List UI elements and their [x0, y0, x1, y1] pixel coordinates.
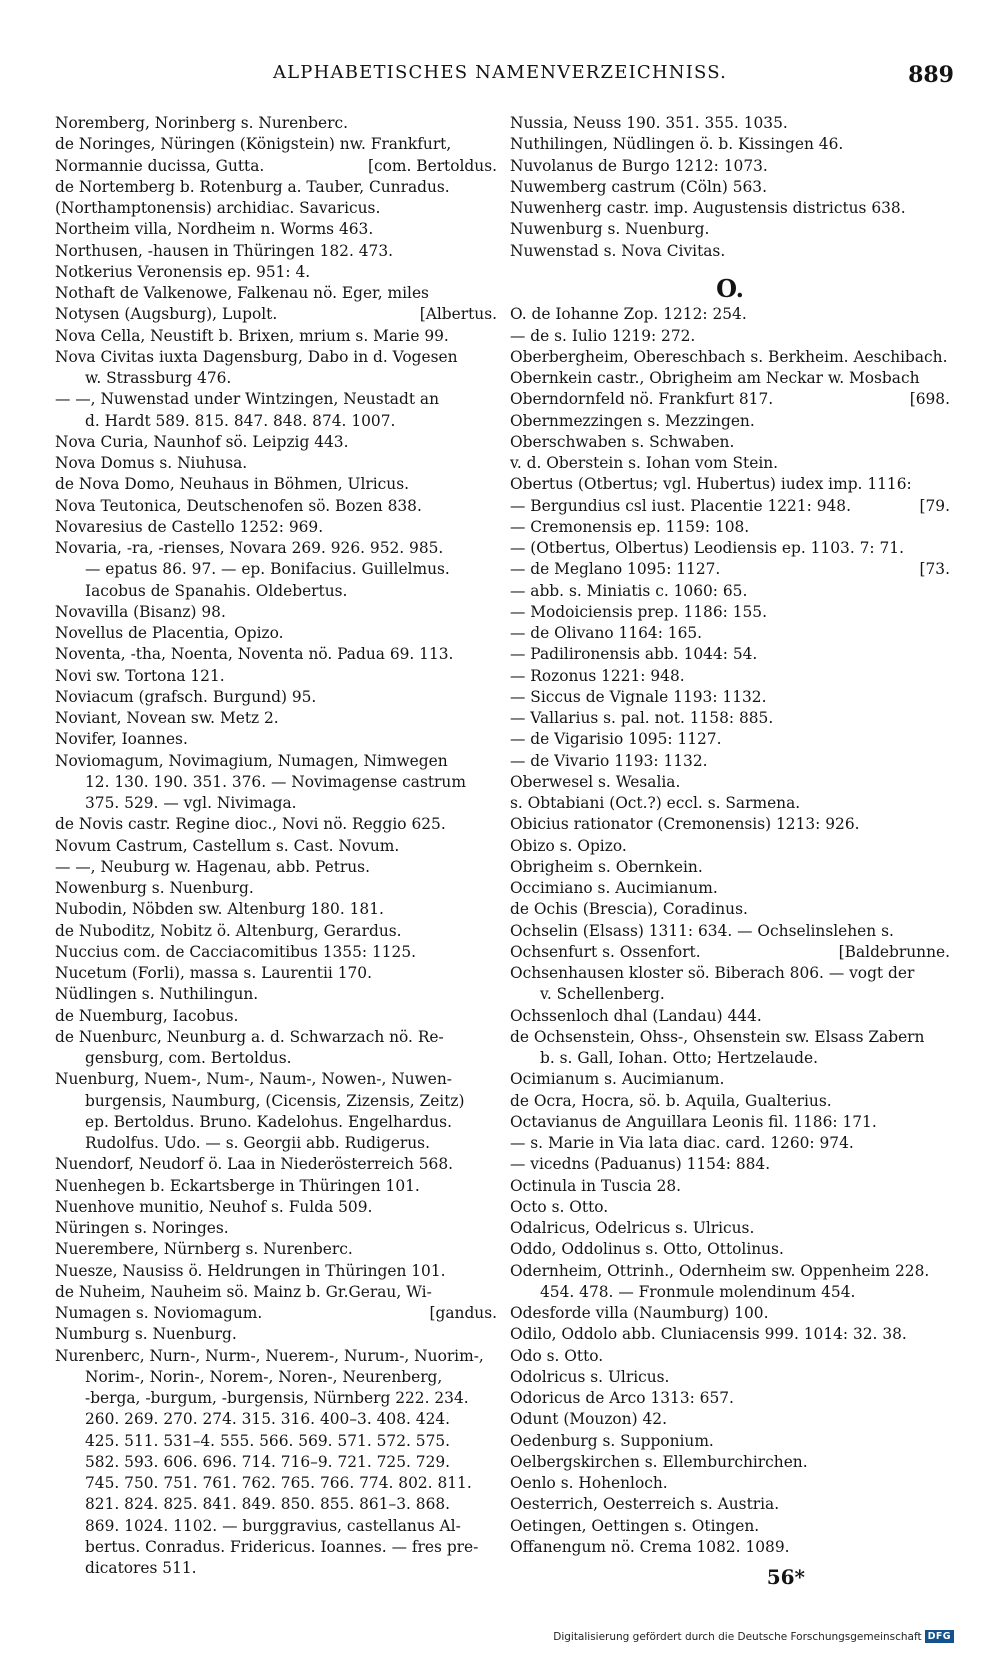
- index-column-left: [55, 113, 497, 1579]
- entry-text: de Ocra, Hocra, sö. b. Aquila, Gualterius.: [510, 1091, 832, 1110]
- index-entry-line: [510, 1409, 950, 1430]
- entry-text: Nüdlingen s. Nuthilingun.: [55, 985, 259, 1004]
- index-entry-line: [55, 602, 497, 623]
- entry-text: de Ochsenstein, Ohss-, Ohsenstein sw. Elsass Zabern: [510, 1027, 925, 1046]
- index-entry-line: [510, 1452, 950, 1473]
- entry-text: Noviant, Novean sw. Metz 2.: [55, 709, 279, 727]
- entry-text: Odoricus de Arco 1313: 657.: [510, 1389, 734, 1407]
- entry-text: Oenlo s. Hohenloch.: [510, 1474, 668, 1492]
- entry-text: Occimiano s. Aucimianum.: [510, 879, 718, 897]
- index-entry-line: [510, 1197, 950, 1218]
- entry-text: — de Vigarisio 1095: 1127.: [510, 730, 722, 749]
- index-entry-line: [510, 241, 950, 262]
- entry-text: Oddo, Oddolinus s. Otto, Ottolinus.: [510, 1240, 784, 1259]
- entry-text: — s. Marie in Via lata diac. card. 1260: 974.: [510, 1134, 854, 1152]
- entry-text: — abb. s. Miniatis c. 1060: 65.: [510, 581, 748, 600]
- entry-text: Nuwenherg castr. imp. Augustensis districtus 638.: [510, 199, 906, 217]
- index-entry-line: [510, 666, 950, 687]
- dfg-logo: DFG: [925, 1630, 954, 1643]
- entry-text: Octo s. Otto.: [510, 1197, 609, 1216]
- index-entry-line: [510, 1388, 950, 1409]
- index-entry-line: [510, 878, 950, 899]
- index-entry-line: [55, 304, 497, 325]
- entry-text: Obicius rationator (Cremonensis) 1213: 926.: [510, 815, 860, 834]
- index-entry-line: [55, 241, 497, 262]
- index-entry-line: [55, 347, 497, 368]
- index-entry-line: [55, 708, 497, 729]
- index-entry-line: [510, 1048, 950, 1069]
- entry-text: Nucetum (Forli), massa s. Laurentii 170.: [55, 964, 372, 982]
- entry-text: Novavilla (Bisanz) 98.: [55, 602, 226, 621]
- index-entry-line: [55, 1133, 497, 1154]
- index-entry-line: [510, 1112, 950, 1133]
- entry-text: (Northamptonensis) archidiac. Savaricus.: [55, 199, 381, 217]
- entry-text: O. de Iohanne Zop. 1212: 254.: [510, 305, 747, 324]
- index-entry-line: [55, 1027, 497, 1048]
- entry-text: Northeim villa, Nordheim n. Worms 463.: [55, 220, 374, 239]
- entry-text: Obernmezzingen s. Mezzingen.: [510, 411, 755, 430]
- entry-text: Oelbergskirchen s. Ellemburchirchen.: [510, 1452, 808, 1471]
- entry-text: bertus. Conradus. Fridericus. Ioannes. — fres pre-: [85, 1537, 479, 1556]
- entry-text: Oberbergheim, Obereschbach s. Berkheim. Aeschibach.: [510, 347, 948, 366]
- index-entry-line: [55, 1176, 497, 1197]
- index-entry-line: [55, 644, 497, 665]
- index-entry-line: [55, 474, 497, 495]
- entry-text: de Ochis (Brescia), Coradinus.: [510, 900, 748, 919]
- index-entry-line: [510, 1367, 950, 1388]
- index-entry-line: [510, 644, 950, 665]
- index-entry-line: [510, 1261, 950, 1282]
- entry-text: ep. Bertoldus. Bruno. Kadelohus. Engelhardus.: [85, 1112, 452, 1131]
- index-entry-line: [510, 219, 950, 240]
- entry-text: Oberndornfeld nö. Frankfurt 817.: [510, 390, 774, 409]
- entry-text: Northusen, -hausen in Thüringen 182. 473.: [55, 241, 394, 260]
- entry-overflow-text: [79.: [919, 496, 950, 515]
- index-entry-line: [510, 1516, 950, 1537]
- entry-text: de Nuenburc, Neunburg a. d. Schwarzach nö. Re-: [55, 1027, 444, 1046]
- index-entry-line: [510, 1303, 950, 1324]
- entry-text: — —, Neuburg w. Hagenau, abb. Petrus.: [55, 857, 370, 876]
- index-entry-line: [510, 326, 950, 347]
- entry-text: de Nuheim, Nauheim sö. Mainz b. Gr.Gerau, Wi-: [55, 1282, 432, 1301]
- index-entry-line: [55, 687, 497, 708]
- entry-overflow-text: [com. Bertoldus.: [368, 156, 497, 175]
- index-entry-line: [510, 793, 950, 814]
- entry-text: 582. 593. 606. 696. 714. 716–9. 721. 725. 729.: [85, 1452, 451, 1471]
- entry-text: Octavianus de Anguillara Leonis fil. 1186: 171.: [510, 1112, 877, 1131]
- index-entry-line: [510, 942, 950, 963]
- entry-overflow-text: [Albertus.: [419, 305, 497, 324]
- index-entry-line: [55, 1431, 497, 1452]
- entry-text: Iacobus de Spanahis. Oldebertus.: [85, 581, 348, 600]
- index-entry-line: [55, 1409, 497, 1430]
- entry-text: Numagen s. Noviomagum.: [55, 1304, 263, 1322]
- entry-text: Oedenburg s. Supponium.: [510, 1431, 714, 1450]
- index-entry-line: [55, 368, 497, 389]
- index-entry-line: [55, 921, 497, 942]
- entry-text: de Nortemberg b. Rotenburg a. Tauber, Cunradus.: [55, 177, 450, 196]
- index-entry-line: [55, 1197, 497, 1218]
- index-entry-line: [55, 1494, 497, 1515]
- entry-text: Notkerius Veronensis ep. 951: 4.: [55, 262, 311, 281]
- index-entry-line: [510, 1473, 950, 1494]
- index-entry-line: [55, 1324, 497, 1345]
- index-entry-line: [55, 1261, 497, 1282]
- entry-text: Norim-, Norin-, Norem-, Noren-, Neurenberg,: [85, 1367, 443, 1386]
- index-entry-line: [55, 432, 497, 453]
- index-entry-line: [55, 283, 497, 304]
- index-entry-line: [510, 857, 950, 878]
- running-header-title: ALPHABETISCHES NAMENVERZEICHNISS.: [272, 62, 728, 83]
- entry-text: Nuthilingen, Nüdlingen ö. b. Kissingen 46.: [510, 135, 844, 154]
- entry-text: — —, Nuwenstad under Wintzingen, Neustadt an: [55, 390, 439, 409]
- entry-text: Novifer, Ioannes.: [55, 730, 188, 749]
- entry-text: Nova Domus s. Niuhusa.: [55, 454, 248, 472]
- entry-overflow-text: [Baldebrunne.: [838, 942, 950, 961]
- index-entry-line: [510, 1176, 950, 1197]
- entry-text: Nuenhegen b. Eckartsberge in Thüringen 101.: [55, 1176, 420, 1195]
- entry-text: 745. 750. 751. 761. 762. 765. 766. 774. 802. 811.: [85, 1474, 472, 1492]
- index-entry-line: [510, 177, 950, 198]
- index-entry-line: [510, 496, 950, 517]
- entry-text: Noremberg, Norinberg s. Nurenberc.: [55, 114, 349, 132]
- entry-text: — Modoiciensis prep. 1186: 155.: [510, 602, 767, 621]
- entry-text: — epatus 86. 97. — ep. Bonifacius. Guillelmus.: [85, 560, 450, 579]
- digitization-note: Digitalisierung gefördert durch die Deutsche Forschungsgemeinschaft: [553, 1630, 922, 1643]
- entry-text: Obrigheim s. Obernkein.: [510, 857, 703, 876]
- index-entry-line: [510, 559, 950, 580]
- entry-text: b. s. Gall, Iohan. Otto; Hertzelaude.: [540, 1049, 819, 1067]
- entry-text: Nuccius com. de Cacciacomitibus 1355: 1125.: [55, 942, 417, 961]
- entry-text: 454. 478. — Fronmule molendinum 454.: [540, 1282, 856, 1301]
- entry-text: — (Otbertus, Olbertus) Leodiensis ep. 1103. 7: 71.: [510, 539, 904, 557]
- entry-text: Nuendorf, Neudorf ö. Laa in Niederösterreich 568.: [55, 1155, 454, 1174]
- index-entry-line: [55, 1346, 497, 1367]
- entry-text: Novaria, -ra, -rienses, Novara 269. 926. 952. 985.: [55, 539, 444, 557]
- index-entry-line: [55, 793, 497, 814]
- index-entry-line: [510, 389, 950, 410]
- index-entry-line: [510, 1494, 950, 1515]
- index-entry-line: [55, 1537, 497, 1558]
- entry-text: Oetingen, Oettingen s. Otingen.: [510, 1516, 760, 1535]
- entry-text: de Nuboditz, Nobitz ö. Altenburg, Gerardus.: [55, 921, 402, 940]
- index-entry-line: [55, 1282, 497, 1303]
- entry-text: d. Hardt 589. 815. 847. 848. 874. 1007.: [85, 411, 396, 430]
- entry-text: Novellus de Placentia, Opizo.: [55, 624, 284, 642]
- index-entry-line: [55, 517, 497, 538]
- entry-text: Odalricus, Odelricus s. Ulricus.: [510, 1219, 755, 1237]
- entry-text: — de Meglano 1095: 1127.: [510, 560, 721, 579]
- index-entry-line: [510, 836, 950, 857]
- entry-text: Nussia, Neuss 190. 351. 355. 1035.: [510, 114, 788, 132]
- entry-text: — Siccus de Vignale 1193: 1132.: [510, 687, 767, 706]
- entry-text: Ochssenloch dhal (Landau) 444.: [510, 1006, 762, 1025]
- entry-text: Odesforde villa (Naumburg) 100.: [510, 1304, 769, 1322]
- entry-text: — de Olivano 1164: 165.: [510, 624, 703, 642]
- index-entry-line: [510, 623, 950, 644]
- index-entry-line: [510, 1537, 950, 1558]
- index-entry-line: [55, 198, 497, 219]
- entry-text: — vicedns (Paduanus) 1154: 884.: [510, 1155, 771, 1174]
- entry-text: 821. 824. 825. 841. 849. 850. 855. 861–3. 868.: [85, 1495, 451, 1514]
- index-entry-line: [510, 368, 950, 389]
- entry-text: de Noringes, Nüringen (Königstein) nw. Frankfurt,: [55, 135, 452, 154]
- index-entry-line: [510, 304, 950, 325]
- index-entry-line: [55, 836, 497, 857]
- index-entry-line: [55, 389, 497, 410]
- entry-text: Nuenhove munitio, Neuhof s. Fulda 509.: [55, 1197, 373, 1216]
- index-entry-line: [55, 984, 497, 1005]
- entry-text: — de s. Iulio 1219: 272.: [510, 326, 696, 345]
- index-entry-line: [55, 1154, 497, 1175]
- entry-text: Novaresius de Castello 1252: 969.: [55, 517, 324, 536]
- entry-text: Odolricus s. Ulricus.: [510, 1367, 670, 1386]
- entry-overflow-text: [698.: [909, 390, 950, 409]
- entry-text: Ochselin (Elsass) 1311: 634. — Ochselinslehen s.: [510, 921, 894, 940]
- entry-text: Nova Teutonica, Deutschenofen sö. Bozen 838.: [55, 496, 422, 515]
- entry-text: Nuvolanus de Burgo 1212: 1073.: [510, 156, 768, 175]
- index-entry-line: [55, 177, 497, 198]
- section-letter-heading: [510, 262, 950, 305]
- index-entry-line: [510, 751, 950, 772]
- entry-text: Oberschwaben s. Schwaben.: [510, 432, 735, 451]
- entry-text: Nüringen s. Noringes.: [55, 1219, 229, 1237]
- entry-text: Offanengum nö. Crema 1082. 1089.: [510, 1537, 790, 1556]
- entry-text: — Bergundius csl iust. Placentie 1221: 948.: [510, 496, 851, 515]
- index-entry-line: [55, 411, 497, 432]
- entry-text: Nuwenburg s. Nuenburg.: [510, 220, 710, 239]
- entry-overflow-text: [gandus.: [429, 1304, 497, 1322]
- page-number: 889: [908, 62, 954, 88]
- entry-text: Nova Civitas iuxta Dagensburg, Dabo in d. Vogesen: [55, 347, 458, 366]
- entry-text: Oberwesel s. Wesalia.: [510, 772, 681, 791]
- entry-text: burgensis, Naumburg, (Cicensis, Zizensis, Zeitz): [85, 1091, 465, 1110]
- entry-text: s. Obtabiani (Oct.?) eccl. s. Sarmena.: [510, 794, 801, 812]
- entry-text: O.: [716, 273, 744, 303]
- entry-text: Odernheim, Ottrinh., Odernheim sw. Oppenheim 228.: [510, 1261, 930, 1280]
- index-entry-line: [55, 1091, 497, 1112]
- index-entry-line: [55, 1516, 497, 1537]
- entry-text: Obernkein castr., Obrigheim am Neckar w. Mosbach: [510, 369, 920, 387]
- index-entry-line: [55, 156, 497, 177]
- index-entry-line: [510, 538, 950, 559]
- index-entry-line: [510, 729, 950, 750]
- entry-text: Nuenburg, Nuem-, Num-, Naum-, Nowen-, Nuwen-: [55, 1070, 453, 1089]
- index-entry-line: [55, 751, 497, 772]
- digitization-footer: [553, 1630, 954, 1643]
- index-entry-line: [55, 559, 497, 580]
- entry-text: Nurenberc, Nurn-, Nurm-, Nuerem-, Nurum-, Nuorim-,: [55, 1346, 484, 1365]
- index-entry-line: [55, 1218, 497, 1239]
- index-entry-line: [55, 623, 497, 644]
- index-column-right: [510, 113, 950, 1558]
- index-entry-line: [55, 1069, 497, 1090]
- signature-mark: 56*: [766, 1565, 805, 1589]
- entry-text: de Nova Domo, Neuhaus in Böhmen, Ulricus.: [55, 475, 409, 494]
- index-entry-line: [510, 134, 950, 155]
- entry-text: de Nuemburg, Iacobus.: [55, 1006, 239, 1025]
- index-entry-line: [55, 581, 497, 602]
- index-entry-line: [510, 963, 950, 984]
- index-entry-line: [55, 772, 497, 793]
- index-entry-line: [55, 899, 497, 920]
- index-entry-line: [55, 1048, 497, 1069]
- entry-text: Oesterrich, Oesterreich s. Austria.: [510, 1495, 780, 1514]
- index-entry-line: [55, 453, 497, 474]
- entry-text: 12. 130. 190. 351. 376. — Novimagense castrum: [85, 772, 466, 791]
- entry-text: — Padilironensis abb. 1044: 54.: [510, 645, 758, 664]
- index-entry-line: [510, 899, 950, 920]
- index-entry-line: [510, 814, 950, 835]
- index-entry-line: [510, 517, 950, 538]
- entry-text: Nova Cella, Neustift b. Brixen, mrium s. Marie 99.: [55, 326, 449, 345]
- index-entry-line: [55, 1452, 497, 1473]
- index-entry-line: [55, 814, 497, 835]
- entry-text: Obizo s. Opizo.: [510, 836, 627, 855]
- entry-text: — de Vivario 1193: 1132.: [510, 751, 708, 770]
- entry-text: Rudolfus. Udo. — s. Georgii abb. Rudigerus.: [85, 1134, 430, 1152]
- index-entry-line: [510, 411, 950, 432]
- index-entry-line: [55, 1006, 497, 1027]
- index-entry-line: [510, 1006, 950, 1027]
- entry-text: de Novis castr. Regine dioc., Novi nö. Reggio 625.: [55, 815, 446, 834]
- index-entry-line: [55, 1388, 497, 1409]
- index-entry-line: [510, 1431, 950, 1452]
- index-entry-line: [510, 708, 950, 729]
- index-entry-line: [55, 219, 497, 240]
- index-entry-line: [510, 772, 950, 793]
- index-entry-line: [510, 687, 950, 708]
- entry-text: v. d. Oberstein s. Iohan vom Stein.: [510, 454, 779, 472]
- index-entry-line: [55, 1473, 497, 1494]
- entry-text: Nuesze, Nausiss ö. Heldrungen in Thüringen 101.: [55, 1261, 446, 1280]
- entry-overflow-text: [73.: [919, 560, 950, 579]
- entry-text: Noventa, -tha, Noenta, Noventa nö. Padua 69. 113.: [55, 645, 454, 664]
- index-entry-line: [510, 113, 950, 134]
- index-entry-line: [510, 1218, 950, 1239]
- index-entry-line: [55, 729, 497, 750]
- index-entry-line: [55, 1239, 497, 1260]
- index-entry-line: [55, 857, 497, 878]
- index-entry-line: [510, 602, 950, 623]
- index-entry-line: [510, 347, 950, 368]
- entry-text: 869. 1024. 1102. — burggravius, castellanus Al-: [85, 1516, 461, 1535]
- entry-text: — Vallarius s. pal. not. 1158: 885.: [510, 709, 774, 727]
- index-entry-line: [55, 496, 497, 517]
- entry-text: 375. 529. — vgl. Nivimaga.: [85, 794, 297, 812]
- index-entry-line: [510, 1346, 950, 1367]
- entry-text: Nothaft de Valkenowe, Falkenau nö. Eger, miles: [55, 284, 429, 302]
- entry-text: Odo s. Otto.: [510, 1346, 604, 1365]
- entry-text: Novum Castrum, Castellum s. Cast. Novum.: [55, 836, 400, 855]
- entry-text: Ocimianum s. Aucimianum.: [510, 1070, 725, 1089]
- index-entry-line: [510, 1133, 950, 1154]
- index-entry-line: [55, 1558, 497, 1579]
- entry-text: w. Strassburg 476.: [85, 369, 232, 387]
- entry-text: Nova Curia, Naunhof sö. Leipzig 443.: [55, 432, 349, 451]
- entry-text: gensburg, com. Bertoldus.: [85, 1049, 292, 1067]
- entry-text: dicatores 511.: [85, 1559, 197, 1577]
- entry-text: Noviomagum, Novimagium, Numagen, Nimwegen: [55, 751, 448, 770]
- entry-text: Ochsenfurt s. Ossenfort.: [510, 942, 701, 961]
- entry-text: Nowenburg s. Nuenburg.: [55, 879, 254, 897]
- entry-text: Notysen (Augsburg), Lupolt.: [55, 305, 278, 324]
- entry-text: Octinula in Tuscia 28.: [510, 1176, 682, 1195]
- entry-text: Odunt (Mouzon) 42.: [510, 1410, 667, 1429]
- entry-text: Numburg s. Nuenburg.: [55, 1325, 237, 1344]
- entry-text: Ochsenhausen kloster sö. Biberach 806. — vogt der: [510, 964, 915, 982]
- index-entry-line: [55, 1303, 497, 1324]
- entry-text: Odilo, Oddolo abb. Cluniacensis 999. 1014: 32. 38.: [510, 1325, 907, 1344]
- index-entry-line: [55, 1367, 497, 1388]
- entry-text: Nubodin, Nöbden sw. Altenburg 180. 181.: [55, 900, 384, 919]
- index-entry-line: [55, 538, 497, 559]
- index-entry-line: [510, 432, 950, 453]
- index-entry-line: [55, 942, 497, 963]
- entry-text: 260. 269. 270. 274. 315. 316. 400–3. 408. 424.: [85, 1410, 451, 1429]
- entry-text: Nuwemberg castrum (Cöln) 563.: [510, 177, 767, 196]
- index-entry-line: [55, 666, 497, 687]
- index-entry-line: [510, 581, 950, 602]
- index-entry-line: [510, 1324, 950, 1345]
- entry-text: — Cremonensis ep. 1159: 108.: [510, 517, 750, 536]
- index-entry-line: [510, 474, 950, 495]
- index-entry-line: [55, 878, 497, 899]
- entry-text: -berga, -burgum, -burgensis, Nürnberg 222. 234.: [85, 1389, 469, 1407]
- index-entry-line: [510, 1091, 950, 1112]
- index-entry-line: [55, 963, 497, 984]
- entry-text: — Rozonus 1221: 948.: [510, 666, 685, 685]
- index-entry-line: [510, 921, 950, 942]
- index-entry-line: [55, 1112, 497, 1133]
- index-entry-line: [510, 1069, 950, 1090]
- index-entry-line: [510, 1027, 950, 1048]
- entry-text: Normannie ducissa, Gutta.: [55, 156, 265, 175]
- index-entry-line: [510, 984, 950, 1005]
- entry-text: Nuerembere, Nürnberg s. Nurenberc.: [55, 1240, 353, 1259]
- entry-text: v. Schellenberg.: [540, 985, 665, 1004]
- index-entry-line: [55, 113, 497, 134]
- entry-text: Nuwenstad s. Nova Civitas.: [510, 241, 726, 260]
- index-entry-line: [510, 1154, 950, 1175]
- index-entry-line: [510, 156, 950, 177]
- index-entry-line: [510, 1239, 950, 1260]
- entry-text: Noviacum (grafsch. Burgund) 95.: [55, 687, 317, 706]
- index-entry-line: [510, 453, 950, 474]
- index-entry-line: [55, 262, 497, 283]
- index-entry-line: [55, 134, 497, 155]
- index-entry-line: [510, 1282, 950, 1303]
- index-entry-line: [510, 198, 950, 219]
- index-entry-line: [55, 326, 497, 347]
- entry-text: Obertus (Otbertus; vgl. Hubertus) iudex imp. 1116:: [510, 475, 912, 494]
- entry-text: 425. 511. 531–4. 555. 566. 569. 571. 572. 575.: [85, 1431, 451, 1450]
- entry-text: Novi sw. Tortona 121.: [55, 666, 225, 685]
